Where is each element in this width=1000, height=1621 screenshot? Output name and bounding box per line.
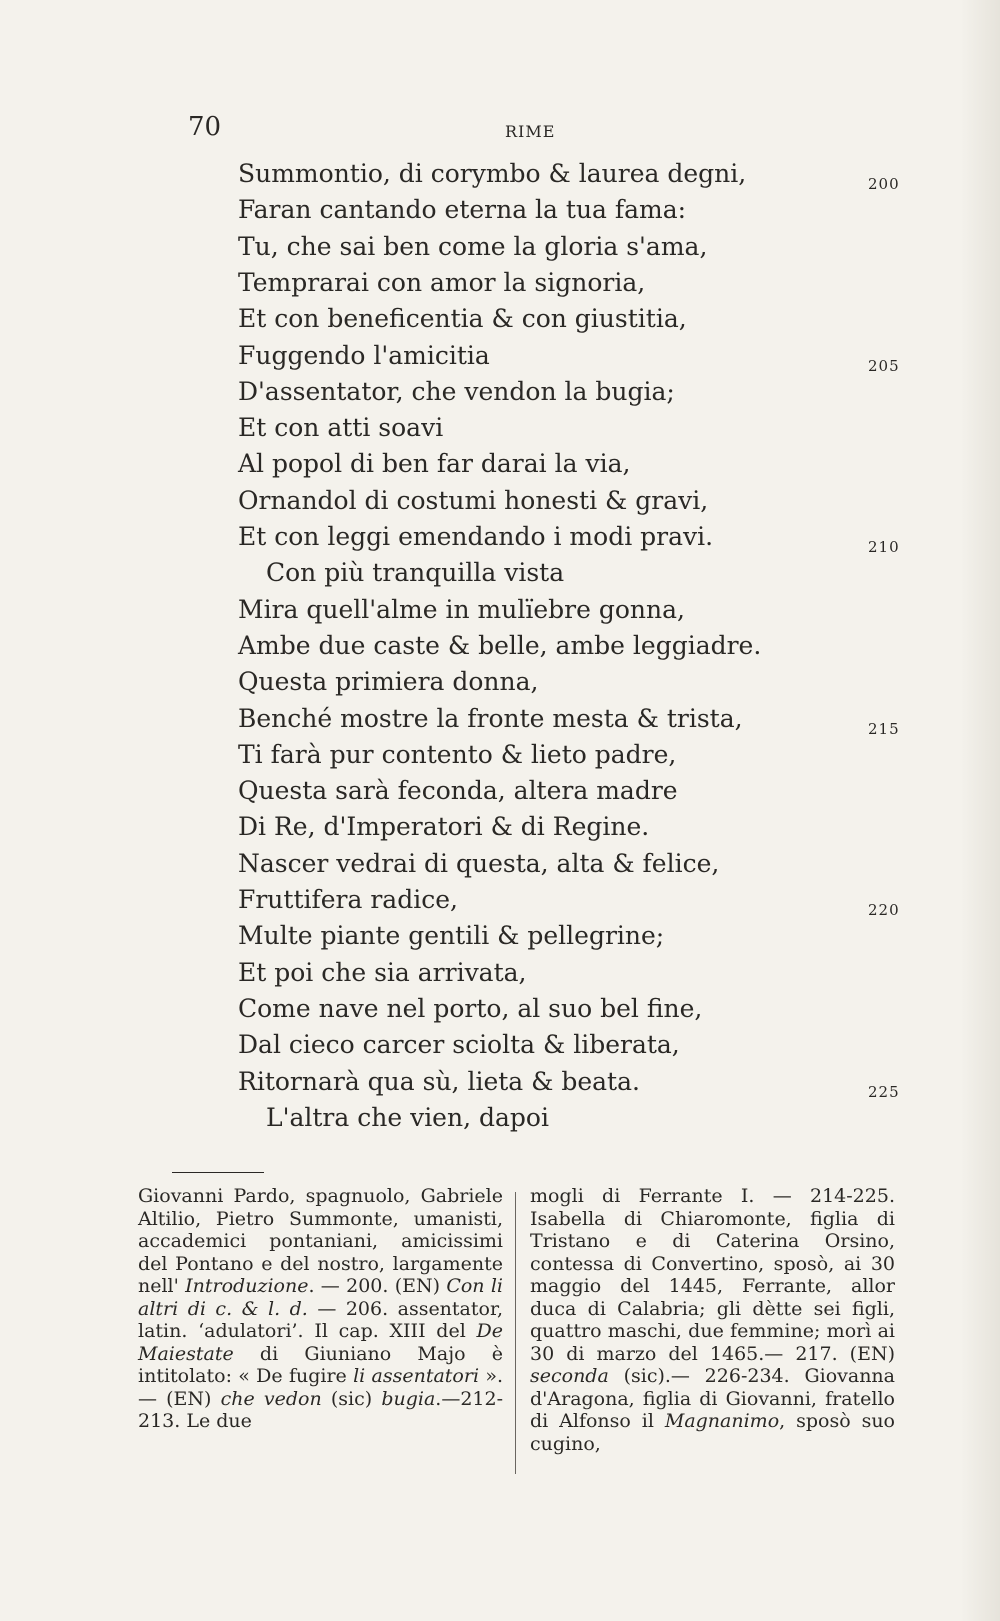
page-number: 70 — [188, 112, 222, 142]
line-number: 205 — [868, 356, 900, 375]
line-number: 200 — [868, 175, 900, 193]
verse-line: Multe piante gentili & pellegrine; — [238, 921, 665, 951]
footnote-column-divider — [515, 1192, 516, 1474]
verse-line: Con più tranquilla vista — [266, 558, 565, 588]
note-italic: bugia — [381, 1387, 436, 1410]
verse-line: Et poi che sia arrivata, — [238, 957, 527, 987]
note-italic: che vedon — [220, 1387, 322, 1410]
verse-line: Questa sarà feconda, altera madre — [238, 776, 678, 806]
note-text: , sposò suo cugino, — [530, 1410, 895, 1455]
note-text: (sic) — [321, 1387, 382, 1410]
verse-line: Et con leggi emendando i modi pravi. — [238, 522, 714, 551]
verse-line: Come nave nel porto, al suo bel fine, — [238, 993, 703, 1023]
verse-line: Questa primiera donna, — [238, 667, 539, 697]
note-text: ». — (EN) — [138, 1365, 503, 1410]
verse-line: Et con atti soavi — [238, 413, 444, 443]
verse-line: Tu, che sai ben come la gloria s'ama, — [238, 231, 708, 261]
note-italic: De Maiestate — [138, 1320, 503, 1365]
note-text: Giovanni Pardo, spagnuolo, Gabriele Altilio, Pietro Summonte, umanisti, accademici pontaniani, amicissimi del Pontano e del nostro, largamente nell' — [138, 1185, 503, 1297]
verse-line: Fuggendo l'amicitia — [238, 340, 490, 370]
verse-line: L'altra che vien, dapoi — [266, 1102, 549, 1132]
verse-line: Benché mostre la fronte mesta & trista, — [238, 703, 743, 733]
verse-line: Faran cantando eterna la tua fama: — [238, 195, 687, 225]
verse-line: Ornandol di costumi honesti & gravi, — [238, 485, 709, 515]
verse-line: Et con beneficentia & con giustitia, — [238, 304, 687, 334]
verse-line: Fruttifera radice, — [238, 885, 458, 914]
verse-line: Nascer vedrai di questa, alta & felice, — [238, 848, 720, 878]
note-text: (sic).— 226-234. Giovanna d'Aragona, figlia di Giovanni, fratello di Alfonso il — [530, 1365, 895, 1432]
verse-line: Dal cieco carcer sciolta & liberata, — [238, 1030, 680, 1060]
note-italic: Introduzione — [185, 1275, 309, 1297]
page-edge-shadow — [960, 0, 1000, 1621]
note-italic: Con li altri di c. & l. d. — [138, 1275, 503, 1320]
verse-line: Al popol di ben far darai la via, — [238, 449, 631, 479]
verse-line: D'assentator, che vendon la bugia; — [238, 376, 675, 406]
line-number: 225 — [868, 1082, 900, 1101]
footnote-rule — [172, 1172, 264, 1173]
verse-line: Mira quell'alme in mulïebre gonna, — [238, 594, 685, 624]
note-text: — 206. assentator, latin. ‘adulatori’. Il cap. XIII del — [138, 1297, 503, 1342]
verse-line: Ritornarà qua sù, lieta & beata. — [238, 1066, 640, 1096]
line-number: 220 — [868, 901, 900, 919]
note-italic: li assentatori — [353, 1365, 480, 1387]
note-text: . — 200. (EN) — [308, 1275, 447, 1297]
note-text: di Giuniano Majo è intitolato: « De fugire — [138, 1342, 503, 1387]
note-text: mogli di Ferrante I. — 214-225. Isabella di Chiaromonte, figlia di Tristano e di Caterina Orsino, contessa di Convertino, sposò, ai 30 maggio del 1445, Ferrante, allor duca di Calabria; gli dètte sei figli, quattro maschi, due femmine; morì ai 30 di marzo del 1465.— 217. (EN) — [530, 1185, 895, 1365]
line-number: 210 — [868, 538, 900, 556]
verse-line: Ambe due caste & belle, ambe leggiadre. — [238, 630, 762, 660]
note-italic: seconda — [530, 1365, 609, 1387]
verse-line: Ti farà pur contento & lieto padre, — [238, 739, 677, 769]
verse-line: Temprarai con amor la signoria, — [238, 267, 646, 297]
line-number: 215 — [868, 719, 900, 738]
footnote-right-column — [530, 1185, 895, 1455]
footnote-left-column — [138, 1185, 503, 1433]
verse-line: Summontio, di corymbo & laurea degni, — [238, 159, 747, 188]
verse-line: Di Re, d'Imperatori & di Regine. — [238, 812, 650, 842]
note-italic: Magnanimo — [664, 1410, 780, 1432]
note-text: .—212-213. Le due — [138, 1387, 504, 1432]
running-head: RIME — [505, 122, 556, 141]
